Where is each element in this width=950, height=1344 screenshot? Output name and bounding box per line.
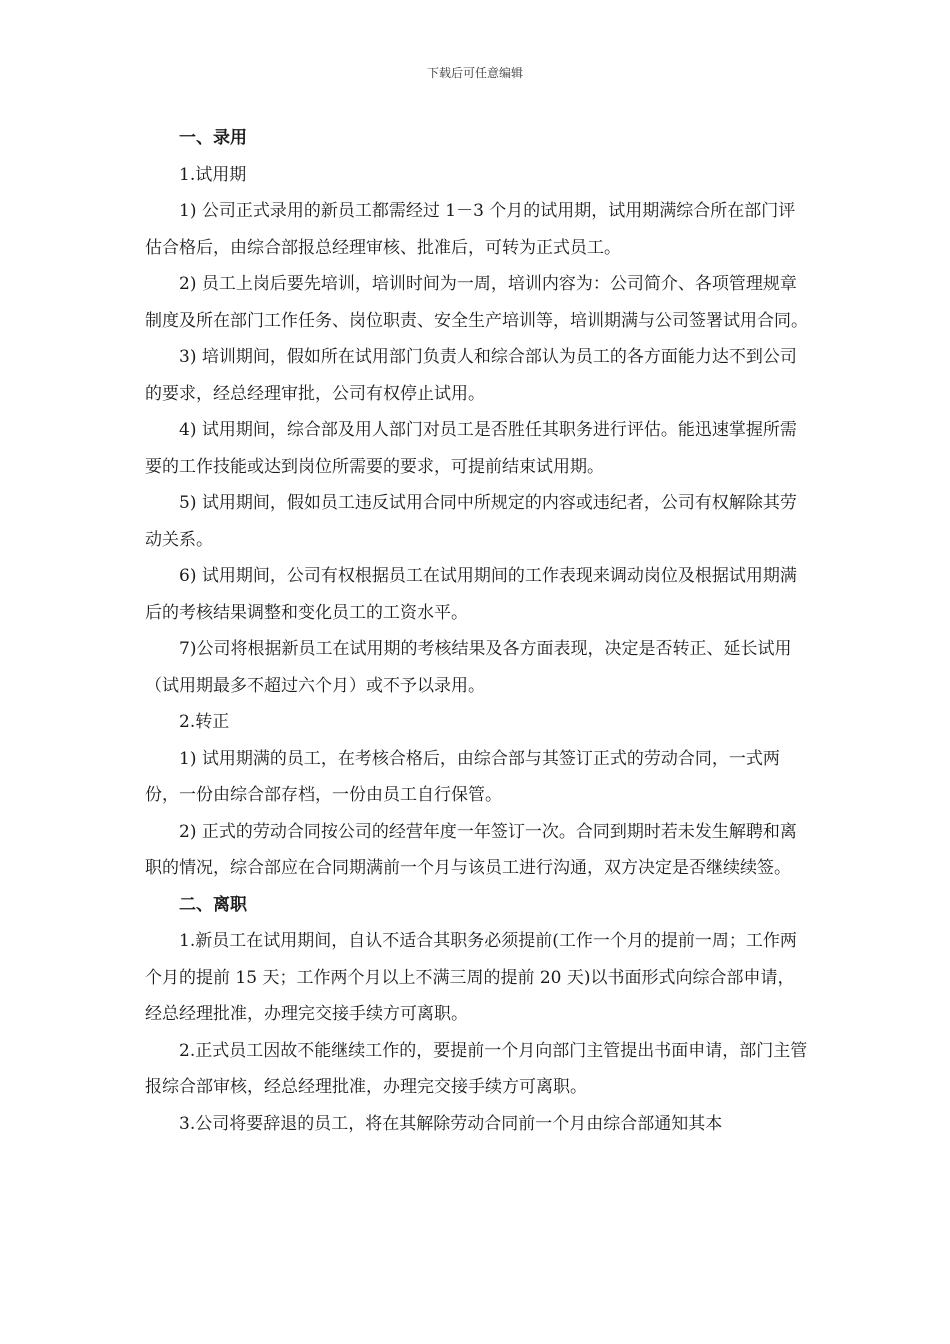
paragraph: 2) 正式的劳动合同按公司的经营年度一年签订一次。合同到期时若未发生解聘和离职的情况，综合部应在合同期满前一个月与该员工进行沟通，双方决定是否继续续签。: [145, 821, 797, 878]
paragraph: 1) 公司正式录用的新员工都需经过 1－3 个月的试用期，试用期满综合所在部门评估合格后，由综合部报总经理审核、批准后，可转为正式员工。: [145, 201, 796, 258]
subsection-title: 1.试用期: [179, 164, 247, 185]
paragraph: 5) 试用期间，假如员工违反试用合同中所规定的内容或违纪者，公司有权解除其劳动关系。: [145, 493, 797, 550]
paragraph: 4) 试用期间，综合部及用人部门对员工是否胜任其职务进行评估。能迅速掌握所需要的工作技能或达到岗位所需要的要求，可提前结束试用期。: [145, 420, 797, 477]
subsection-title: 2.转正: [179, 712, 230, 732]
paragraph: 1.新员工在试用期间，自认不适合其职务必须提前(工作一个月的提前一周；工作两个月的提前 15 天；工作两个月以上不满三周的提前 20 天)以书面形式向综合部申请，经总经理批准，办理完交接手续方可离职。: [145, 931, 797, 1024]
paragraph: 3) 培训期间，假如所在试用部门负责人和综合部认为员工的各方面能力达不到公司的要求，经总经理审批，公司有权停止试用。: [145, 347, 797, 404]
paragraph: 1) 试用期满的员工，在考核合格后，由综合部与其签订正式的劳动合同，一式两份，一份由综合部存档，一份由员工自行保管。: [145, 748, 780, 805]
paragraph: 7)公司将根据新员工在试用期的考核结果及各方面表现，决定是否转正、延长试用（试用期最多不超过六个月）或不予以录用。: [145, 639, 792, 696]
paragraph: 2) 员工上岗后要先培训，培训时间为一周，培训内容为：公司简介、各项管理规章制度及所在部门工作任务、岗位职责、安全生产培训等，培训期满与公司签署试用合同。: [145, 274, 808, 331]
paragraph: 3.公司将要辞退的员工，将在其解除劳动合同前一个月由综合部通知其本: [179, 1113, 723, 1134]
document-body: [145, 120, 810, 1142]
paragraph: 2.正式员工因故不能继续工作的，要提前一个月向部门主管提出书面申请，部门主管报综合部审核，经总经理批准，办理完交接手续方可离职。: [145, 1040, 808, 1097]
section-heading: 一、录用: [179, 128, 247, 148]
page-header: 下载后可任意编辑: [426, 66, 523, 80]
paragraph: 6) 试用期间，公司有权根据员工在试用期间的工作表现来调动岗位及根据试用期满后的考核结果调整和变化员工的工资水平。: [145, 566, 797, 623]
section-heading: 二、离职: [179, 894, 247, 915]
